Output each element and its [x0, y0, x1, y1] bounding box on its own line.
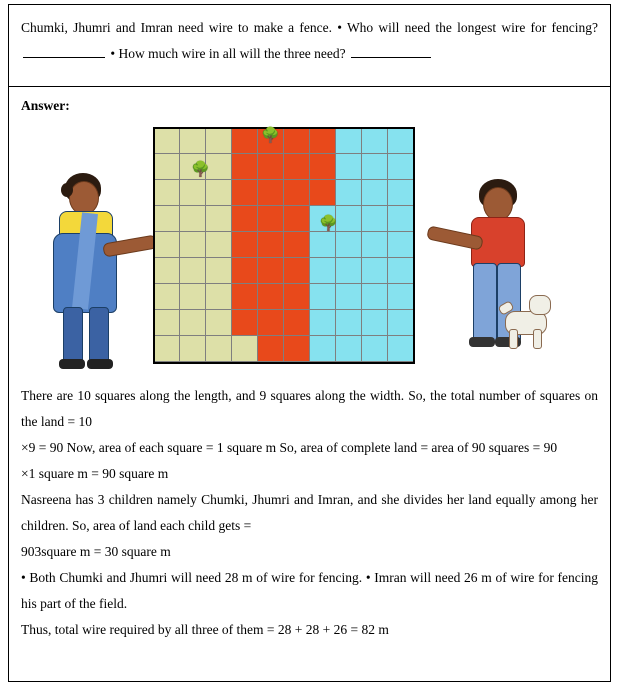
grid-cell[interactable]: [258, 336, 284, 362]
explanation-paragraph-7: Thus, total wire required by all three of them = 28 + 28 + 26 = 82 m: [21, 622, 389, 637]
grid-cell[interactable]: [388, 128, 414, 154]
explanation-paragraph-5: 903square m = 30 square m: [21, 544, 171, 559]
woman-right-head: [483, 187, 513, 221]
woman-left-bun: [61, 183, 73, 197]
grid-cell[interactable]: [362, 310, 388, 336]
grid-cell[interactable]: [284, 154, 310, 180]
tree-icon-green-field: 🌳: [191, 162, 210, 178]
woman-left-shoe-1: [59, 359, 85, 369]
grid-cell[interactable]: [284, 310, 310, 336]
grid-cell[interactable]: [232, 258, 258, 284]
woman-left-leg-1: [63, 307, 83, 365]
dog-leg-2: [533, 329, 542, 349]
question-block: [9, 5, 610, 87]
grid-cell[interactable]: [362, 154, 388, 180]
grid-cell[interactable]: [388, 284, 414, 310]
grid-cell[interactable]: [310, 232, 336, 258]
explanation-paragraph-3: ×1 square m = 90 square m: [21, 466, 169, 481]
grid-cell[interactable]: [336, 232, 362, 258]
grid-cell[interactable]: [180, 284, 206, 310]
grid-cell[interactable]: [258, 180, 284, 206]
grid-row: [154, 284, 414, 310]
grid-cell[interactable]: [206, 336, 232, 362]
grid-cell[interactable]: [180, 206, 206, 232]
field-illustration: [21, 121, 598, 383]
grid-cell[interactable]: [310, 128, 336, 154]
answer-label: Answer:: [21, 98, 70, 113]
grid-cell[interactable]: [388, 206, 414, 232]
grid-cell[interactable]: [310, 336, 336, 362]
grid-cell[interactable]: [284, 284, 310, 310]
grid-cell[interactable]: [336, 128, 362, 154]
grid-cell[interactable]: [206, 180, 232, 206]
grid-cell[interactable]: [336, 310, 362, 336]
grid-cell[interactable]: [258, 154, 284, 180]
grid-cell[interactable]: [180, 232, 206, 258]
tree-icon-top: 🌳: [261, 128, 280, 144]
grid-cell[interactable]: [258, 206, 284, 232]
grid-cell[interactable]: [388, 154, 414, 180]
woman-left-head: [69, 181, 99, 215]
grid-cell[interactable]: [284, 128, 310, 154]
grid-cell[interactable]: [206, 128, 232, 154]
grid-cell[interactable]: [310, 310, 336, 336]
grid-cell[interactable]: [284, 180, 310, 206]
grid-cell[interactable]: [180, 128, 206, 154]
grid-cell[interactable]: [362, 128, 388, 154]
grid-cell[interactable]: [388, 336, 414, 362]
grid-cell[interactable]: [310, 258, 336, 284]
question-part-2: • How much wire in all will the three need?: [110, 46, 346, 61]
grid-cell[interactable]: [154, 232, 180, 258]
question-part-1: Chumki, Jhumri and Imran need wire to make a fence. • Who will need the longest wire for fencing?: [21, 20, 598, 35]
grid-cell[interactable]: [232, 128, 258, 154]
grid-row: [154, 258, 414, 284]
grid-cell[interactable]: [206, 310, 232, 336]
grid-cell[interactable]: [232, 154, 258, 180]
answer-blank-2[interactable]: [351, 44, 431, 58]
woman-right-shoe-1: [469, 337, 495, 347]
grid-cell[interactable]: [206, 206, 232, 232]
grid-cell[interactable]: [362, 336, 388, 362]
grid-row: [154, 232, 414, 258]
grid-cell[interactable]: [388, 180, 414, 206]
explanation-paragraph-4: Nasreena has 3 children namely Chumki, Jhumri and Imran, and she divides her land equally among her children. So, area of land each child gets =: [21, 492, 598, 533]
woman-left-leg-2: [89, 307, 109, 365]
grid-cell[interactable]: [206, 232, 232, 258]
grid-cell[interactable]: [180, 180, 206, 206]
grid-cell[interactable]: [258, 258, 284, 284]
grid-cell[interactable]: [232, 310, 258, 336]
grid-cell[interactable]: [284, 232, 310, 258]
explanation-paragraph-2: ×9 = 90 Now, area of each square = 1 square m So, area of complete land = area of 90 squares = 90: [21, 440, 558, 455]
explanation-paragraph-6: • Both Chumki and Jhumri will need 28 m of wire for fencing. • Imran will need 26 m of wire for fencing his part of the field.: [21, 570, 598, 611]
woman-left-shoe-2: [87, 359, 113, 369]
grid-cell[interactable]: [154, 180, 180, 206]
grid-cell[interactable]: [388, 258, 414, 284]
grid-row: [154, 180, 414, 206]
answer-blank-1[interactable]: [23, 44, 105, 58]
woman-right-leg-1: [473, 263, 497, 343]
grid-cell[interactable]: [336, 206, 362, 232]
grid-cell[interactable]: [206, 258, 232, 284]
grid-cell[interactable]: [180, 258, 206, 284]
grid-cell[interactable]: [232, 336, 258, 362]
question-text: [21, 15, 598, 67]
grid-cell[interactable]: [154, 206, 180, 232]
grid-cell[interactable]: [362, 232, 388, 258]
grid-cell[interactable]: [258, 310, 284, 336]
grid-cell[interactable]: [310, 154, 336, 180]
grid-cell[interactable]: [232, 284, 258, 310]
grid-cell[interactable]: [206, 284, 232, 310]
grid-cell[interactable]: [232, 206, 258, 232]
grid-cell[interactable]: [232, 232, 258, 258]
grid-cell[interactable]: [232, 180, 258, 206]
grid-cell[interactable]: [336, 258, 362, 284]
grid-cell[interactable]: [284, 206, 310, 232]
grid-cell[interactable]: [310, 180, 336, 206]
grid-cell[interactable]: [336, 154, 362, 180]
grid-cell[interactable]: [362, 206, 388, 232]
dog-head: [529, 295, 551, 315]
grid-row: [154, 206, 414, 232]
grid-cell[interactable]: [336, 180, 362, 206]
grid-row: [154, 336, 414, 362]
grid-cell[interactable]: [258, 284, 284, 310]
explanation-paragraph-1: There are 10 squares along the length, and 9 squares along the width. So, the total number of squares on the land = 10: [21, 388, 598, 429]
grid-row: [154, 310, 414, 336]
grid-cell[interactable]: [388, 310, 414, 336]
woman-left-figure: [43, 173, 151, 373]
grid-cell[interactable]: [154, 310, 180, 336]
grid-cell[interactable]: [154, 284, 180, 310]
grid-cell[interactable]: [284, 258, 310, 284]
woman-right-figure: [439, 179, 559, 369]
grid-cell[interactable]: [388, 232, 414, 258]
content-border: [8, 4, 611, 682]
grid-row: [154, 128, 414, 154]
tree-icon-cyan-field: 🌳: [319, 216, 338, 232]
explanation-text: [21, 383, 598, 643]
grid-cell[interactable]: [180, 310, 206, 336]
answer-block: [9, 87, 610, 653]
grid-cell[interactable]: [154, 154, 180, 180]
dog-figure: [499, 289, 553, 351]
grid-cell[interactable]: [362, 180, 388, 206]
grid-cell[interactable]: [258, 232, 284, 258]
grid-cell[interactable]: [336, 336, 362, 362]
grid-cell[interactable]: [154, 128, 180, 154]
grid-cell[interactable]: [336, 284, 362, 310]
grid-cell[interactable]: [154, 336, 180, 362]
grid-cell[interactable]: [362, 258, 388, 284]
grid-cell[interactable]: [362, 284, 388, 310]
grid-cell[interactable]: [154, 258, 180, 284]
grid-cell[interactable]: [310, 284, 336, 310]
dog-leg-1: [509, 329, 518, 349]
grid-cell[interactable]: [284, 336, 310, 362]
grid-cell[interactable]: [180, 336, 206, 362]
